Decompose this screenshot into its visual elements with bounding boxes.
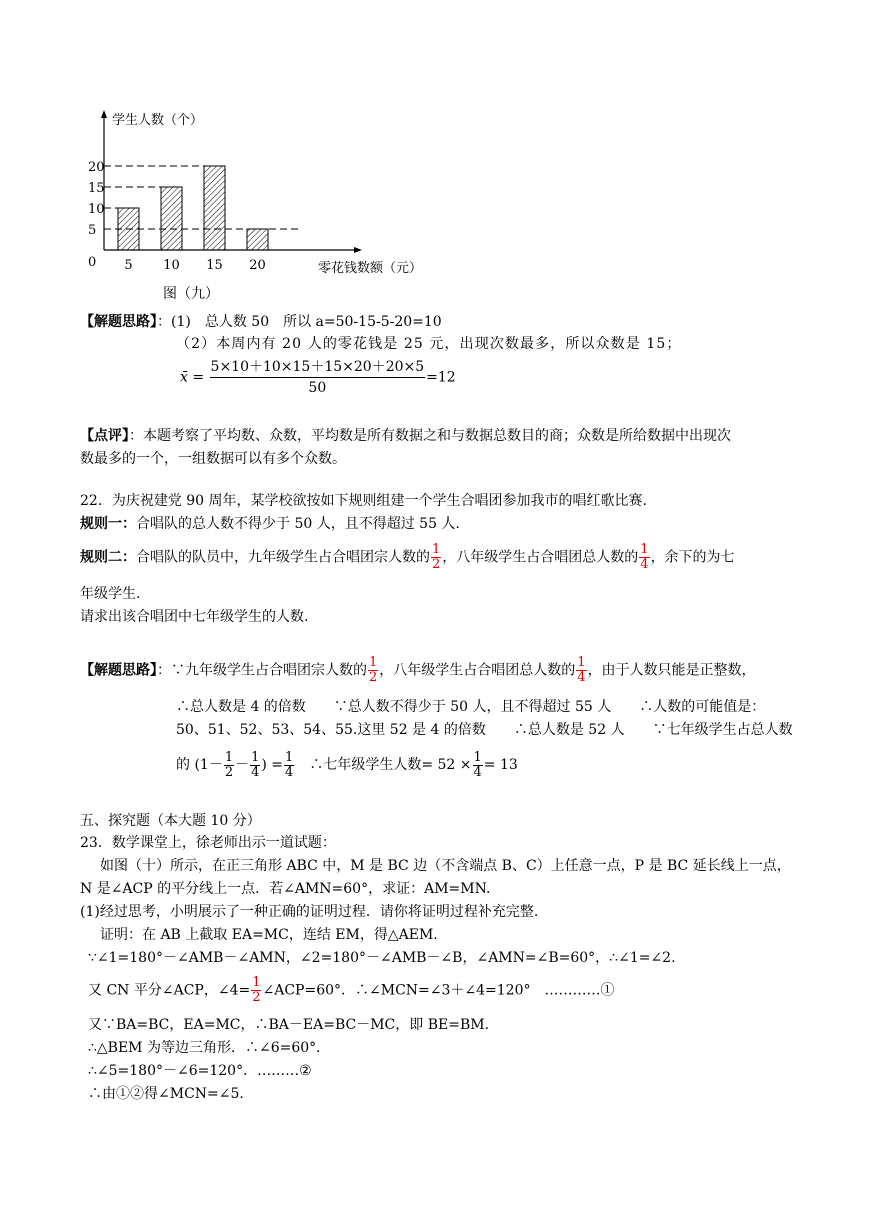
frac-den: 4 [473, 764, 482, 780]
frac-num: 1 [577, 655, 586, 670]
solution2-label: 【解题思路】 [80, 662, 157, 679]
mean-symbol: x̄ = [180, 369, 205, 386]
frac-den: 2 [432, 557, 441, 572]
solution2-line4 [176, 748, 518, 782]
solution2-a: ：∵九年级学生占合唱团宗人数的 [157, 662, 367, 679]
fraction-half [368, 656, 378, 685]
frac-den: 2 [224, 764, 234, 780]
q23-p9: ∴∠5=180°－∠6=120°．………② [88, 1063, 312, 1079]
rule2-label: 规则二： [80, 549, 136, 566]
y-tick-0: 0 [88, 255, 97, 270]
solution2-line2: ∴总人数是 4 的倍数 ∵总人数不得少于 50 人，且不得超过 55 人 ∴人数的可能值是： [176, 699, 766, 715]
line4-e: = 13 [483, 757, 518, 773]
line4-a: 的 (1－ [176, 757, 223, 773]
frac-num: 1 [369, 655, 378, 670]
q23-p7: 又∵BA=BC，EA=MC，∴BA－EA=BC－MC，即 BE=BM. [88, 1017, 490, 1033]
y-axis-arrow [101, 110, 107, 118]
solution-label: 【解题思路】 [80, 314, 157, 330]
fraction-quarter [284, 751, 294, 780]
mean-numerator: 5×10＋10×15＋15×20＋20×5 [210, 357, 426, 378]
frac-num: 1 [473, 749, 482, 765]
y-axis-label: 学生人数（个） [112, 113, 204, 128]
frac-num: 1 [251, 749, 260, 765]
y-tick-10: 10 [88, 202, 105, 217]
solution2-line1 [80, 656, 756, 685]
x-tick-15: 15 [206, 258, 223, 273]
rule1-label: 规则一： [80, 516, 136, 532]
figure-caption: 图（九） [163, 286, 219, 302]
x-tick-20: 20 [249, 258, 266, 273]
bar-chart [82, 108, 442, 308]
frac-den: 2 [369, 670, 378, 685]
y-tick-15: 15 [88, 181, 105, 196]
q23-p4: 证明：在 AB 上截取 EA=MC，连结 EM，得△AEM. [100, 927, 438, 943]
frac-num: 1 [224, 749, 234, 765]
section5-title: 五、探究题（本大题 10 分） [80, 813, 261, 829]
solution1-text: ：(1) 总人数 50 所以 a=50-15-5-20=10 [157, 314, 442, 330]
fraction-half [251, 976, 261, 1005]
rule1-text: 合唱队的总人数不得少于 50 人，且不得超过 55 人. [136, 516, 460, 532]
solution2-b: ，八年级学生占合唱团总人数的 [379, 662, 576, 679]
line4-c: ) = [261, 757, 284, 773]
q22-line1: 22．为庆祝建党 90 周年，某学校欲按如下规则组建一个学生合唱团参加我市的唱红歌比赛. [80, 493, 647, 509]
x-tick-10: 10 [163, 258, 180, 273]
solution2-line3: 50、51、52、53、54、55.这里 52 是 4 的倍数 ∴总人数是 52 人 ∵七年级学生占总人数 [176, 722, 793, 738]
q22-rule1 [80, 514, 460, 534]
q22-ask: 请求出该合唱团中七年级学生的人数. [80, 609, 309, 625]
frac-num: 1 [640, 542, 649, 557]
solution2-c: ，由于人数只能是正整数， [587, 662, 756, 679]
y-tick-5: 5 [88, 223, 97, 238]
line4-d: ∴七年级学生人数= 52 × [295, 757, 472, 773]
fraction-half [224, 751, 234, 780]
rule2-text-c: ，余下的为七 [650, 549, 735, 566]
solution1-line1 [80, 312, 442, 332]
frac-den: 2 [252, 990, 261, 1005]
review-line1 [80, 426, 731, 446]
fraction-quarter [473, 751, 483, 780]
solution1-line2: （2）本周内有 20 人的零花钱是 25 元，出现次数最多，所以众数是 15； [176, 336, 682, 352]
frac-den: 4 [577, 670, 586, 685]
q23-p1: 如图（十）所示，在正三角形 ABC 中，M 是 BC 边（不含端点 B、C）上任意一点，P 是 BC 延长线上一点， [100, 858, 791, 874]
bar-5 [118, 208, 139, 250]
fraction-half [431, 543, 441, 572]
bar-15 [204, 166, 225, 250]
q23-p5: ∵∠1=180°－∠AMB－∠AMN，∠2=180°－∠AMB－∠B，∠AMN=∠B=60°，∴∠1=∠2. [88, 950, 676, 966]
mean-formula [180, 357, 456, 398]
frac-num: 1 [252, 975, 261, 990]
frac-den: 4 [285, 764, 294, 780]
mean-result: =12 [426, 369, 456, 386]
frac-den: 4 [251, 764, 260, 780]
frac-num: 1 [285, 749, 294, 765]
frac-num: 1 [432, 542, 441, 557]
rule2-text-a: 合唱队的队员中，九年级学生占合唱团宗人数的 [136, 549, 430, 566]
rule2-text-b: ，八年级学生占合唱团总人数的 [442, 549, 639, 566]
fraction-quarter [250, 751, 260, 780]
x-axis-label: 零花钱数额（元） [318, 261, 423, 276]
review-text1: ：本题考察了平均数、众数，平均数是所有数据之和与数据总数目的商；众数是所给数据中出现次 [129, 428, 731, 444]
q23-p6 [88, 976, 615, 1005]
p6-b: ∠ACP=60°．∴∠MCN=∠3＋∠4=120° …………① [262, 982, 615, 999]
fraction-quarter [639, 543, 649, 572]
x-tick-5: 5 [124, 258, 133, 273]
fraction-quarter [576, 656, 586, 685]
q23-intro: 23．数学课堂上，徐老师出示一道试题： [80, 835, 336, 851]
q22-rule2-cont: 年级学生. [80, 586, 141, 602]
bar-10 [161, 187, 182, 250]
review-label: 【点评】 [80, 428, 129, 444]
x-axis-arrow [354, 247, 362, 253]
review-line2: 数最多的一个，一组数据可以有多个众数。 [80, 451, 346, 467]
mean-denominator: 50 [308, 380, 327, 396]
y-tick-20: 20 [88, 160, 105, 175]
q23-p8: ∴△BEM 为等边三角形．∴∠6=60°． [88, 1040, 331, 1056]
q23-p10: ∴由①②得∠MCN=∠5. [88, 1086, 244, 1102]
q23-p3: (1)经过思考，小明展示了一种正确的证明过程．请你将证明过程补充完整. [80, 904, 539, 920]
mean-fraction [210, 357, 426, 398]
line4-b: － [235, 757, 250, 773]
q22-rule2 [80, 543, 735, 572]
frac-den: 4 [640, 557, 649, 572]
q23-p2: N 是∠ACP 的平分线上一点．若∠AMN=60°，求证：AM=MN. [80, 881, 491, 897]
bar-20 [247, 229, 268, 250]
p6-a: 又 CN 平分∠ACP，∠4= [88, 982, 251, 999]
